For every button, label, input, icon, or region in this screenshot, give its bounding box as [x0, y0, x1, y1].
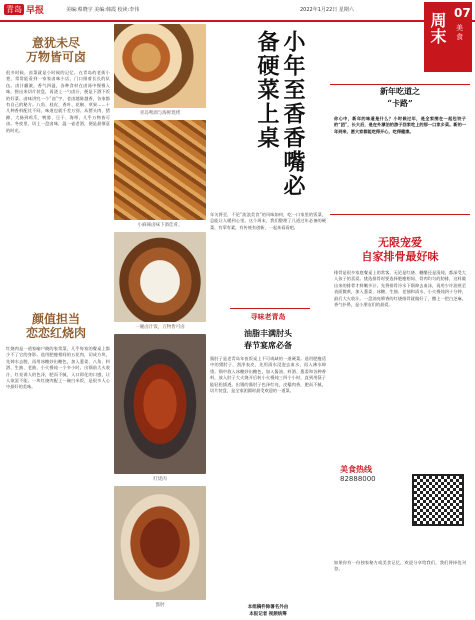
- photo-caption-4: 红烧肉: [153, 477, 167, 482]
- section-title: 周末: [428, 12, 447, 44]
- subhead-title-1: 油脂丰满肘头: [244, 328, 292, 338]
- subhead-section: 寻味老青岛: [250, 312, 286, 321]
- subhead-title-2: 春节宴席必备: [244, 340, 292, 350]
- promo-phone: 82888000: [340, 475, 376, 483]
- footer-line-1: 本组稿件除署名外由: [247, 605, 289, 610]
- left-title-4: 恋恋红烧肉: [25, 326, 86, 340]
- photo-caption-2: 小麻辣卤味下酒佳肴。: [137, 223, 183, 228]
- right-box-title-1: 新年吃道之: [380, 86, 420, 96]
- photo-caption-5: 酱肘: [155, 603, 165, 608]
- right-box-title-2: “卡路”: [387, 98, 413, 108]
- left-body: 很多时候，卤菜就是小时候的记忆。在青岛的老街小巷，常常能看到一家家卤味小店，门口排着长长的队伍。卤汁翻滚，香气四溢，各种食材在卤汤中慢慢入味，捞出来切片装盘，再浇上一勺卤汁，便是下酒下饭的好菜。卤味讲究一个“卤”字，老卤越陈越香，各家都有自己的秘方。八角、桂皮、香叶、花椒、草果……十几种香料配比不同，味道也就千差万别。从猪头肉、猪蹄、大肠到鸡爪、鸭脖、豆干、海带，几乎万物皆可卤。冬夜里，切上一盘卤味，温一壶老酒，便是最惬意的时光。: [6, 70, 110, 133]
- right-rule-bottom: [330, 214, 470, 215]
- section-sub: 美食: [456, 24, 463, 41]
- photo-seafood: [114, 24, 206, 108]
- photo-caption-1: 青岛啤酒与海鲜烧烤: [139, 111, 181, 116]
- left-body-2: 红烧肉是一道家喻户晓的家常菜，几乎每家的餐桌上都少不了它的身影。选用肥瘦相间的五花肉，切成方块，先焯水去腥，再用冰糖炒出糖色，加入葱姜、八角、料酒、生抽、老抽，小火慢炖一个多小时。出锅前大火收汁，红亮诱人的色泽，肥而不腻、入口即化的口感，让人欲罢不能。一块红烧肉配上一碗白米饭，是很多人心中最好的美味。: [6, 346, 110, 390]
- date-line: 2022年1月22日 星期六: [300, 7, 354, 13]
- section-tab: [424, 2, 472, 72]
- photo-rice-bowl: [114, 232, 206, 322]
- photo-braised-snacks: [114, 120, 206, 220]
- qr-code[interactable]: [412, 474, 464, 526]
- promo-title: 美食热线: [340, 465, 372, 474]
- newspaper-logo: [4, 2, 46, 17]
- editor-line: 美编:蔡晓宇 美编:韩霞 校读:李伟: [66, 7, 140, 13]
- promo-box: [340, 464, 400, 518]
- logo-text: 早报: [26, 6, 45, 16]
- footer-line-2: 本报记者 视频统筹: [249, 612, 287, 617]
- right-note: 如果你有一份独家秘方或美食记忆，欢迎分享给我们，我们将择优刊登。: [334, 560, 466, 572]
- photo-pork-knuckle: [114, 486, 206, 600]
- left-title-2: 万物皆可卤: [25, 50, 86, 64]
- left-title-1: 意犹未尽: [31, 36, 80, 50]
- divider: [230, 308, 310, 309]
- photo-caption-3: 一碗卤汁饭，万物皆可卤: [135, 325, 185, 330]
- left-title-3: 颜值担当: [31, 312, 80, 326]
- right-title-1: 无限宠爱: [378, 236, 422, 249]
- middle-body: 酱肘子是老青岛年夜饭桌上不可或缺的一道硬菜。选用肥瘦适中的猪肘子，刮净表皮，先用清水浸泡去血水，再入沸水焯烫。锅中放入冰糖炒出糖色，加入酱油、料酒、葱姜和各种香料，放入肘子大火烧开后转小火慢炖三四个小时，直到用筷子能轻松插透。出锅的酱肘子色泽红亮，皮糯肉香，肥而不腻，切片装盘，是全家团圆时最受欢迎的一道菜。: [210, 356, 326, 394]
- right-box-body: 你心中，新年的味道是什么？小时候过年，是全家围在一起包饺子的“团”，长大后，是在外漂泊的游子回家吃上的那一口家乡菜。新的一年到来，愿大家都能吃得开心，吃得健康。: [334, 116, 466, 134]
- right-title-2: 自家排骨最好味: [361, 250, 439, 263]
- photo-braised-pork: [114, 334, 206, 474]
- right-rule-top: [330, 84, 470, 85]
- main-title: 小年至香香嘴必备硬菜上桌: [254, 30, 306, 198]
- logo-badge: 青岛: [6, 5, 22, 14]
- section-number: 07: [454, 6, 471, 20]
- right-body: 排骨是很多家庭餐桌上的常客，无论是红烧、糖醋还是清炖，都深受大人孩子的喜爱。挑选排骨时要选择肥瘦相间、骨肉均匀的肋排，这样做出来的排骨才鲜嫩多汁。先将排骨冷水下锅焯去血沫，再用少许油煎至表面微黄，加入葱姜、冰糖、生抽、老抽和清水，小火慢炖四十分钟，最后大火收汁。一盘油亮喷香的红烧排骨就做好了，撒上一把白芝麻，香气扑鼻，是小朋友们的最爱。: [334, 270, 466, 308]
- intro-text: 年关将至，不论“流浪美食”的风味如何，吃一口家里的饭菜，总能让人暖到心里。这个周末，我们整理了几道过年必备的硬菜，有荤有素，有传统有创新，一起来看看吧。: [210, 212, 326, 230]
